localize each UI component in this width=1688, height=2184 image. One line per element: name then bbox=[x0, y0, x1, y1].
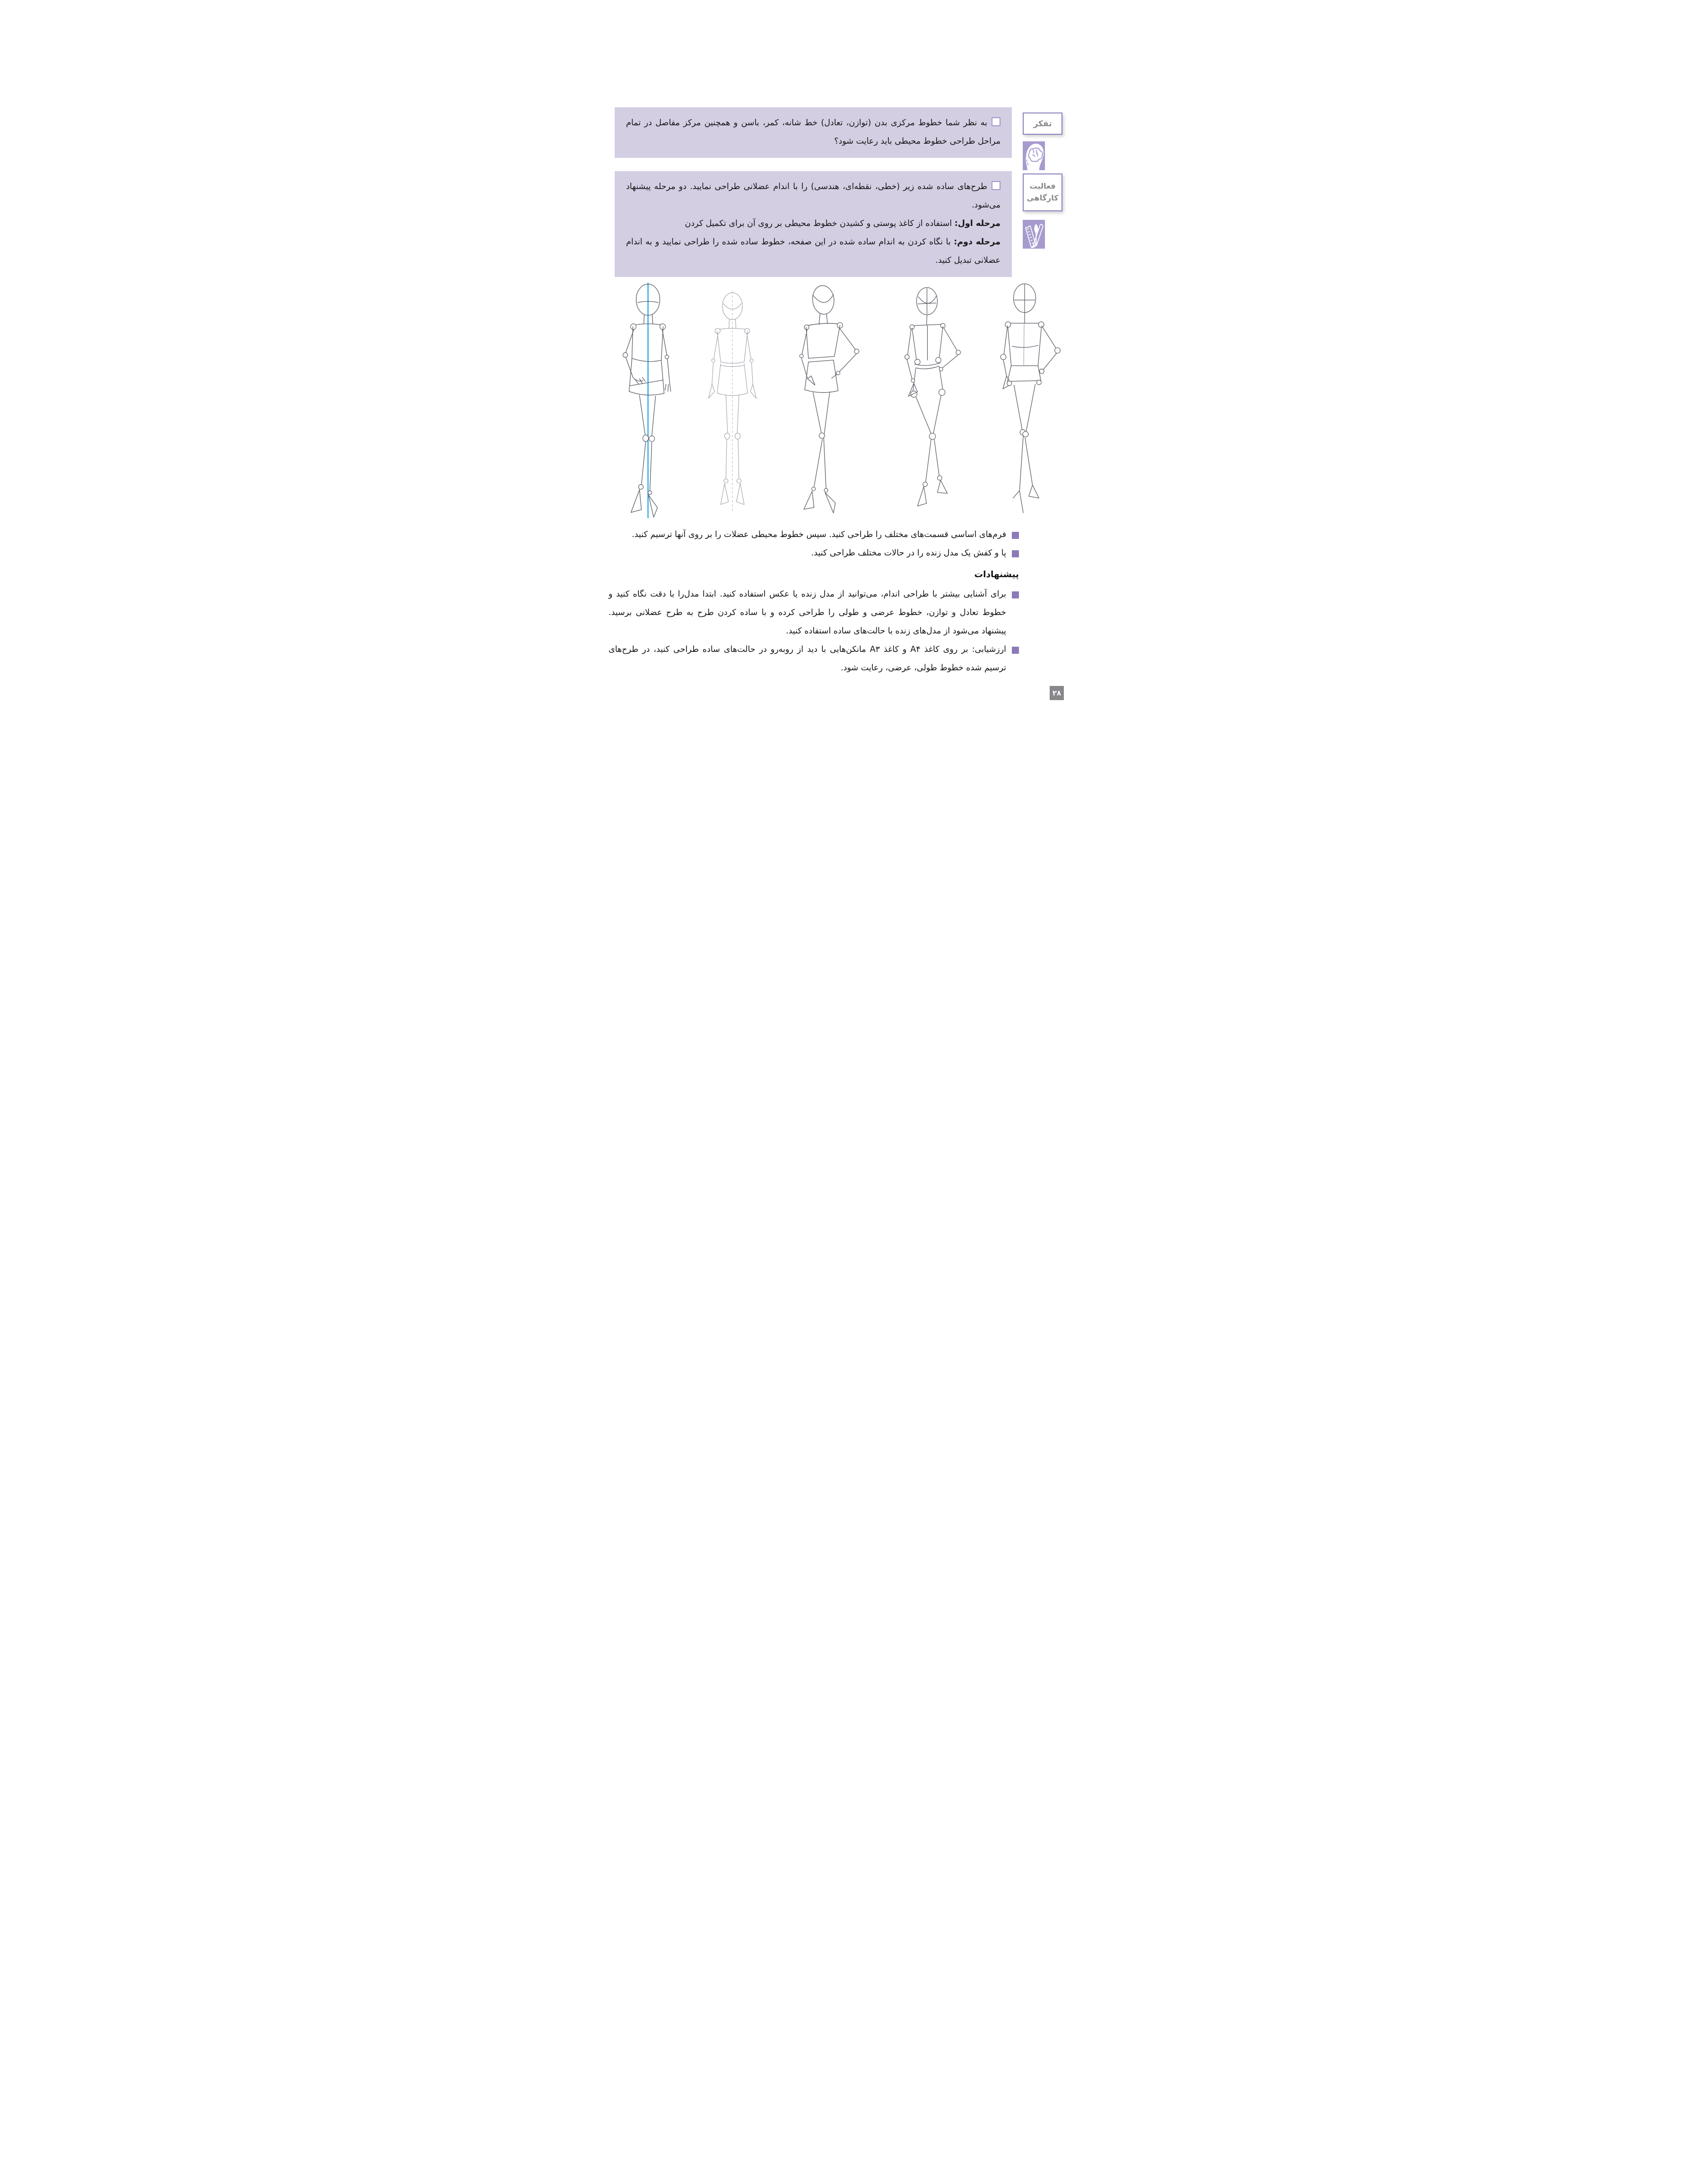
sidebar-label-activity-line2: کارگاهی bbox=[1027, 193, 1059, 202]
think-box-text: به نظر شما خطوط مرکزی بدن (توازن، تعادل) خط شانه، کمر، باسن و همچنین مرکز مفاصل در تمام مراحل طراحی خطوط محیطی باید رعایت شود؟ bbox=[626, 118, 1001, 146]
task-item-2 bbox=[609, 544, 1019, 563]
checkbox-icon bbox=[992, 181, 1001, 190]
suggestion-item-1-text: برای آشنایی بیشتر با طراحی اندام، می‌توانید از مدل زنده یا عکس استفاده کنید. ابتدا مدل‌را با دقت نگاه کنید و خطوط تعادل و توازن، خطوط عرضی و طولی را طراحی کرده و با ساده کردن طرح به طرح عضلانی برسید. پیشنهاد می‌شود از مدل‌های زنده با حالت‌های ساده استفاده کنید. bbox=[609, 589, 1006, 636]
step2-label: مرحله دوم: bbox=[954, 237, 1001, 247]
activity-box bbox=[615, 171, 1012, 277]
suggestion-item-2 bbox=[609, 641, 1019, 677]
task-item-1 bbox=[609, 526, 1019, 544]
croquis-figures-row bbox=[608, 279, 1069, 526]
textbook-page bbox=[563, 0, 1125, 728]
drawing-tools-icon bbox=[1023, 220, 1045, 249]
sidebar-label-activity-line1: فعالیت bbox=[1029, 182, 1056, 191]
page-number-text: ۲۸ bbox=[1052, 689, 1062, 697]
square-bullet-icon bbox=[1012, 532, 1019, 539]
task-item-1-text: فرم‌های اساسی قسمت‌های مختلف را طراحی کنید. سپس خطوط محیطی عضلات را بر روی آنها ترسیم کنید. bbox=[632, 530, 1006, 539]
square-bullet-icon bbox=[1012, 550, 1019, 557]
sidebar-label-think bbox=[1023, 113, 1062, 135]
square-bullet-icon bbox=[1012, 591, 1019, 598]
suggestion-item-1 bbox=[609, 585, 1019, 641]
croquis-figure-3 bbox=[781, 279, 873, 525]
sidebar-label-activity bbox=[1023, 173, 1062, 211]
checkbox-icon bbox=[992, 117, 1001, 126]
suggestions-heading: پیشنهادات bbox=[974, 570, 1019, 580]
croquis-figure-2 bbox=[700, 279, 765, 525]
think-box-paragraph bbox=[626, 114, 1001, 151]
step1-label: مرحله اول: bbox=[954, 219, 1001, 228]
activity-step2-paragraph bbox=[626, 233, 1001, 270]
sidebar-label-think-text: تفکر bbox=[1033, 119, 1052, 129]
croquis-figure-1 bbox=[608, 279, 685, 525]
activity-step1-paragraph bbox=[626, 215, 1001, 233]
step2-text: با نگاه کردن به اندام ساده شده در این صفحه، خطوط ساده شده را طراحی نمایید و به اندام عضلانی تبدیل کنید. bbox=[626, 237, 1001, 265]
think-box bbox=[615, 107, 1012, 158]
activity-intro-paragraph bbox=[626, 178, 1001, 215]
croquis-figure-5 bbox=[981, 279, 1069, 525]
square-bullet-icon bbox=[1012, 647, 1019, 654]
page-number-badge bbox=[1050, 686, 1064, 700]
suggestion-item-2-text: ارزشیابی: بر روی کاغذ A۴ و کاغذ A۳ مانکن‌هایی با دید از روبه‌رو در حالت‌های ساده طراحی کنید، در طرح‌های ترسیم شده خطوط طولی، عرضی، رعایت شود. bbox=[609, 645, 1007, 673]
step1-text: استفاده از کاغذ پوستی و کشیدن خطوط محیطی بر روی آن برای تکمیل کردن bbox=[685, 219, 955, 228]
lower-text-block bbox=[609, 526, 1019, 677]
task-item-2-text: پا و کفش یک مدل زنده را در حالات مختلف طراحی کنید. bbox=[811, 548, 1006, 558]
brain-head-icon bbox=[1023, 141, 1045, 170]
activity-intro-text: طرح‌های ساده شده زیر (خطی، نقطه‌ای، هندسی) را با اندام عضلانی طراحی نمایید. دو مرحله پیشنهاد می‌شود. bbox=[626, 182, 1001, 210]
croquis-figure-4 bbox=[888, 279, 966, 525]
